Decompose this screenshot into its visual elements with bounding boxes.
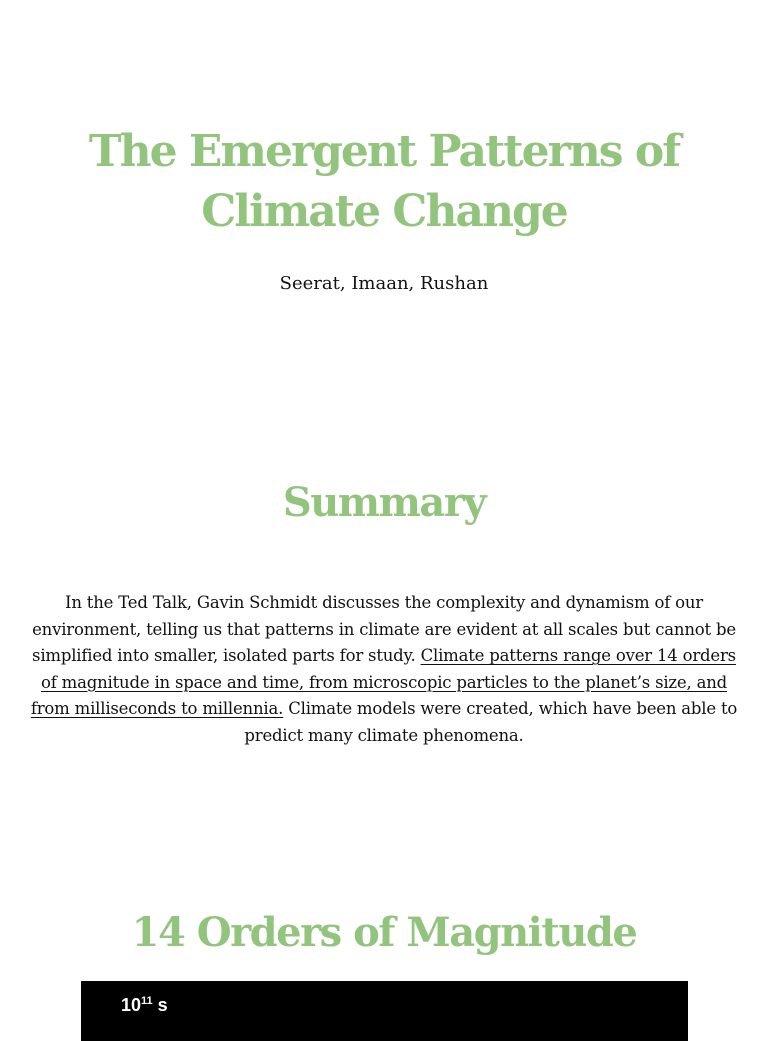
summary-heading: Summary (282, 479, 486, 526)
title-line-1: The Emergent Patterns of (88, 126, 680, 177)
document-title (40, 122, 728, 242)
author-names: Seerat, Imaan, Rushan (279, 273, 489, 294)
time-scale-unit: s (152, 995, 168, 1015)
magnitude-heading: 14 Orders of Magnitude (131, 909, 637, 956)
time-scale-exponent: 11 (141, 995, 153, 1007)
magnitude-scale-panel (81, 981, 688, 1041)
summary-text-intro: In the Ted Talk, Gavin Schmidt discusses the complexity and dynamism of our environment, telling us that patterns in climate are evident at all scales but cannot be simplified into smaller, isolated parts for study. (32, 593, 736, 665)
time-scale-base: 10 (121, 995, 142, 1015)
title-line-2: Climate Change (201, 186, 567, 237)
summary-paragraph (30, 590, 738, 749)
summary-text-outro: Climate models were created, which have been able to predict many climate phenomena. (244, 699, 738, 745)
summary-text-underlined: Climate patterns range over 14 orders of magnitude in space and time, from microscopic particles to the planet’s size, and from milliseconds to millennia. (30, 646, 736, 718)
time-scale-label (121, 995, 168, 1016)
